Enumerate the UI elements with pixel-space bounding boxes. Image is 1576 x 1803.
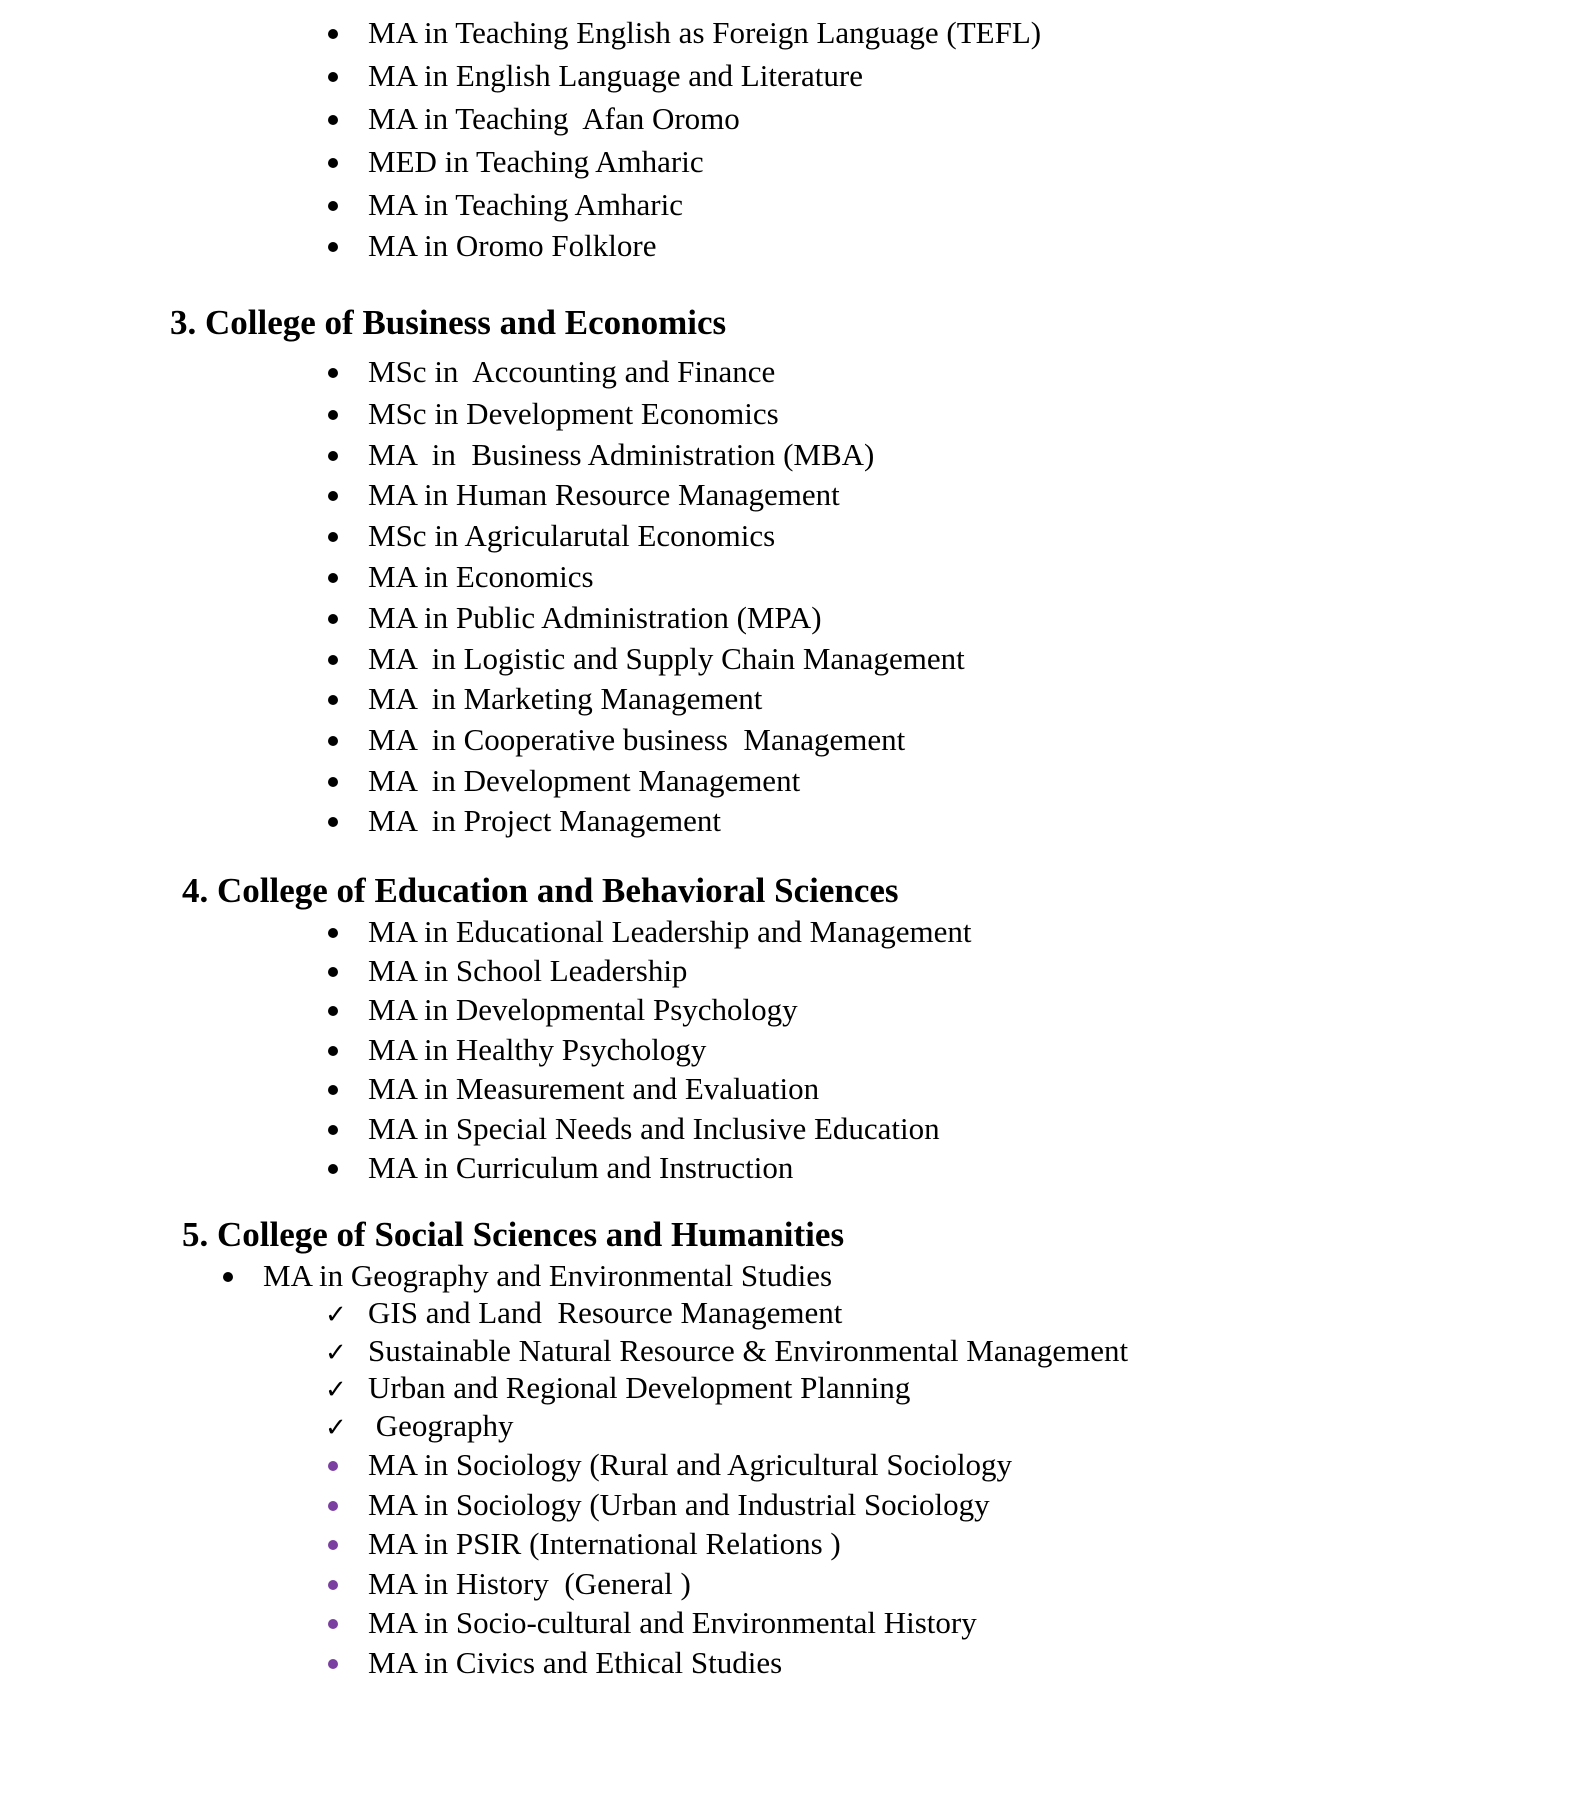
bullet-dot-icon <box>323 598 363 638</box>
list-item: MSc in Agricularutal Economics <box>323 516 354 556</box>
list-item: MA in Special Needs and Inclusive Education <box>323 1109 354 1149</box>
section-heading: 5. College of Social Sciences and Humanities <box>182 1215 845 1254</box>
bullet-dot-icon <box>323 1643 363 1683</box>
list-item: MA in Project Management <box>323 801 354 841</box>
bullet-dot-icon <box>323 1445 363 1485</box>
list-item: MA in English Language and Literature <box>323 56 354 96</box>
bullet-dot-icon <box>323 1485 363 1525</box>
bullet-dot-icon <box>323 435 363 475</box>
bullet-dot-icon <box>323 1524 363 1564</box>
bullet-dot-icon <box>323 557 363 597</box>
list-item: MA in Developmental Psychology <box>323 990 354 1030</box>
list-item: MA in PSIR (International Relations ) <box>323 1524 354 1564</box>
bullet-dot-icon <box>323 761 363 801</box>
list-item: MA in Sociology (Urban and Industrial Sociology <box>323 1485 354 1525</box>
list-item: MA in Teaching Afan Oromo <box>323 99 354 139</box>
bullet-dot-icon <box>323 13 363 53</box>
list-item: MA in Human Resource Management <box>323 475 354 515</box>
sub-list-item: ✓ GIS and Land Resource Management <box>323 1293 354 1333</box>
bullet-dot-icon <box>323 142 363 182</box>
list-item: MA in Geography and Environmental Studies <box>218 1256 249 1296</box>
bullet-dot-icon <box>323 226 363 266</box>
sub-list-item: ✓ Sustainable Natural Resource & Environmental Management <box>323 1331 354 1371</box>
list-item: MA in History (General ) <box>323 1564 354 1604</box>
bullet-dot-icon <box>323 56 363 96</box>
bullet-dot-icon <box>323 99 363 139</box>
bullet-dot-icon <box>323 185 363 225</box>
bullet-dot-icon <box>323 352 363 392</box>
bullet-dot-icon <box>323 912 363 952</box>
list-item: MA in Sociology (Rural and Agricultural Sociology <box>323 1445 354 1485</box>
list-item: MA in School Leadership <box>323 951 354 991</box>
list-item: MA in Logistic and Supply Chain Management <box>323 639 354 679</box>
list-item: MSc in Accounting and Finance <box>323 352 354 392</box>
bullet-dot-icon <box>218 1256 258 1296</box>
section-heading: 3. College of Business and Economics <box>170 303 727 342</box>
list-item: MA in Business Administration (MBA) <box>323 435 354 475</box>
bullet-dot-icon <box>323 516 363 556</box>
sub-list-item: ✓ Geography <box>323 1406 354 1446</box>
bullet-dot-icon <box>323 801 363 841</box>
list-item: MA in Cooperative business Management <box>323 720 354 760</box>
list-item: MA in Economics <box>323 557 354 597</box>
list-item: MA in Healthy Psychology <box>323 1030 354 1070</box>
sub-list-item: ✓ Urban and Regional Development Planning <box>323 1368 354 1408</box>
section-heading: 4. College of Education and Behavioral Sciences <box>182 871 899 910</box>
bullet-dot-icon <box>323 1109 363 1149</box>
list-item: MA in Teaching Amharic <box>323 185 354 225</box>
list-item: MED in Teaching Amharic <box>323 142 354 182</box>
bullet-dot-icon <box>323 720 363 760</box>
checkmark-icon: ✓ <box>325 1338 347 1368</box>
bullet-dot-icon <box>323 1030 363 1070</box>
list-item: MA in Oromo Folklore <box>323 226 354 266</box>
bullet-dot-icon <box>323 475 363 515</box>
bullet-dot-icon <box>323 1564 363 1604</box>
list-item: MA in Measurement and Evaluation <box>323 1069 354 1109</box>
bullet-dot-icon <box>323 1069 363 1109</box>
list-item: MA in Civics and Ethical Studies <box>323 1643 354 1683</box>
bullet-dot-icon <box>323 1603 363 1643</box>
list-item: MSc in Development Economics <box>323 394 354 434</box>
list-item: MA in Development Management <box>323 761 354 801</box>
bullet-dot-icon <box>323 679 363 719</box>
checkmark-icon: ✓ <box>325 1375 347 1405</box>
checkmark-icon: ✓ <box>325 1300 347 1330</box>
list-item: MA in Public Administration (MPA) <box>323 598 354 638</box>
bullet-dot-icon <box>323 394 363 434</box>
checkmark-icon: ✓ <box>325 1413 347 1443</box>
bullet-dot-icon <box>323 990 363 1030</box>
bullet-dot-icon <box>323 951 363 991</box>
bullet-dot-icon <box>323 1148 363 1188</box>
list-item: MA in Educational Leadership and Management <box>323 912 354 952</box>
list-item: MA in Teaching English as Foreign Language (TEFL) <box>323 13 354 53</box>
bullet-dot-icon <box>323 639 363 679</box>
list-item: MA in Curriculum and Instruction <box>323 1148 354 1188</box>
list-item: MA in Socio-cultural and Environmental History <box>323 1603 354 1643</box>
list-item: MA in Marketing Management <box>323 679 354 719</box>
